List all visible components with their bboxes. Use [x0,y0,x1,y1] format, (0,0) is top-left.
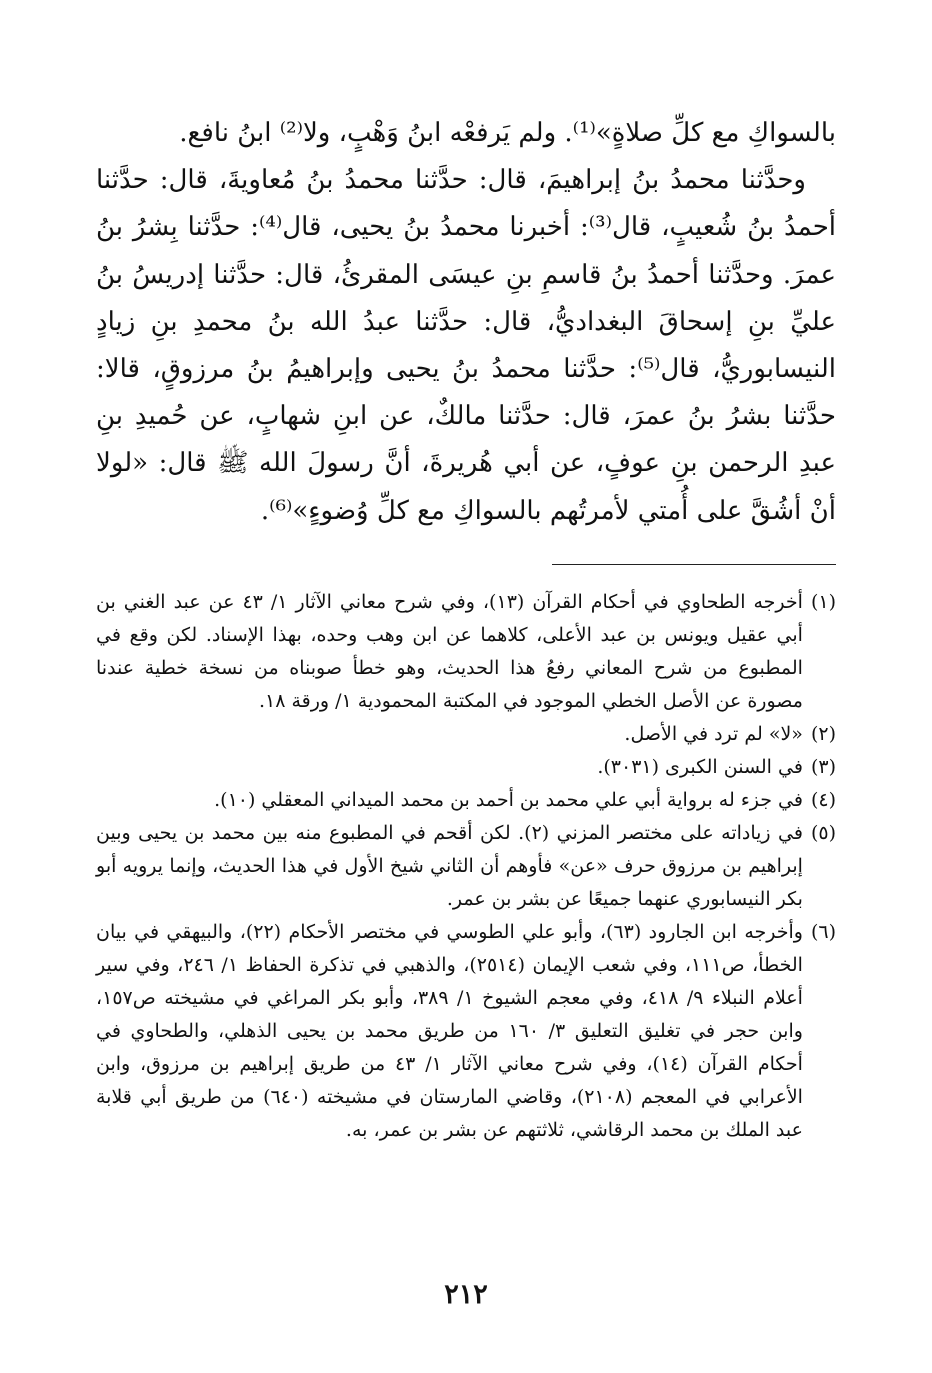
footnote-text: أخرجه الطحاوي في أحكام القرآن (١٣)، وفي شرح معاني الآثار ١/ ٤٣ عن عبد الغني بن أبي عقيل ويونس بن عبد الأعلى، كلاهما عن ابن وهب وحده، بهذا الإسناد. لكن وقع في المطبوع من شرح المعاني رفعُ هذا الحديث، وهو خطأ صوبناه من نسخة خطية عندنا مصورة عن الأصل الخطي الموجود في المكتبة المحمودية ١/ ورقة ١٨. [96,591,803,712]
footnote-divider [552,564,836,565]
book-page [96,110,836,1333]
footnote-4 [96,784,836,817]
footnote-text: «لا» لم ترد في الأصل. [624,723,803,745]
footnote-text: وأخرجه ابن الجارود (٦٣)، وأبو علي الطوسي في مختصر الأحكام (٢٢)، والبيهقي في بيان الخطأ، ص١١١، وفي شعب الإيمان (٢٥١٤)، والذهبي في تذكرة الحفاظ ١/ ٢٤٦، وفي سير أعلام النبلاء ٩/ ٤١٨، وفي معجم الشيوخ ١/ ٣٨٩، وأبو بكر المراغي في مشيخته ص١٥٧، وابن حجر في تغليق التعليق ٣/ ١٦٠ من طريق محمد بن يحيى الذهلي، والطحاوي في أحكام القرآن (١٤)، وفي شرح معاني الآثار ١/ ٤٣ من طريق إبراهيم بن مرزوق، وابن الأعرابي في المعجم (٢١٠٨)، وقاضي المارستان في مشيخته (٦٤٠) من طريق أبي قلابة عبد الملك بن محمد الرقاشي، ثلاثتهم عن بشر بن عمر، به. [96,921,803,1141]
footnote-number: (٣) [810,756,836,778]
footnote-number: (١) [810,591,836,613]
footnote-text: في جزء له برواية أبي علي محمد بن أحمد بن محمد الميداني المعقلي (١٠). [214,789,803,811]
footnote-text: في السنن الكبرى (٣٠٣١). [597,756,803,778]
page-number: ٢١٢ [444,1279,488,1310]
footnotes [96,586,836,1147]
footnote-number: (٢) [810,723,836,745]
main-paragraph-2: وحدَّثنا محمدُ بنُ إبراهيمَ، قال: حدَّثنا محمدُ بنُ مُعاويةَ، قال: حدَّثنا أحمدُ بنُ شُعيبٍ، قال⁽³⁾: أخبرنا محمدُ بنُ يحيى، قال⁽⁴⁾: حدَّثنا بِشرُ بنُ عمرَ. وحدَّثنا أحمدُ بنُ قاسمِ بنِ عيسَى المقرئُ، قال: حدَّثنا إدريسُ بنُ عليِّ بنِ إسحاقَ البغداديُّ، قال: حدَّثنا عبدُ الله بنُ محمدِ بنِ زيادٍ النيسابوريُّ، قال⁽⁵⁾: حدَّثنا محمدُ بنُ يحيى وإبراهيمُ بنُ مرزوقٍ، قالا: حدَّثنا بشرُ بنُ عمرَ، قال: حدَّثنا مالكٌ، عن ابنِ شهابٍ، عن حُميدِ بنِ عبدِ الرحمن بنِ عوفٍ، عن أبي هُريرةَ، أنَّ رسولَ الله ﷺ قال: «لولا أنْ أشُقَّ على أُمتي لأمرتُهم بالسواكِ مع كلِّ وُضوءٍ»⁽⁶⁾. [96,165,836,526]
footnote-number: (٦) [810,921,836,943]
main-paragraph-1: بالسواكِ مع كلِّ صلاةٍ»⁽¹⁾. ولم يَرفعْه ابنُ وَهْبٍ، ولا⁽²⁾ ابنُ نافع. [179,118,836,148]
main-text [96,110,836,535]
footnote-3 [96,751,836,784]
footnote-number: (٤) [810,789,836,811]
footnote-6 [96,916,836,1147]
footnote-2 [96,718,836,751]
footnote-text: في زياداته على مختصر المزني (٢). لكن أقحم في المطبوع منه بين محمد بن يحيى وبين إبراهيم بن مرزوق حرف «عن» فأوهم أن الثاني شيخ الأول في هذا الحديث، وإنما يرويه أبو بكر النيسابوري عنهما جميعًا عن بشر بن عمر. [96,822,803,910]
footnote-5 [96,817,836,916]
footnote-1 [96,586,836,718]
footnote-number: (٥) [810,822,836,844]
